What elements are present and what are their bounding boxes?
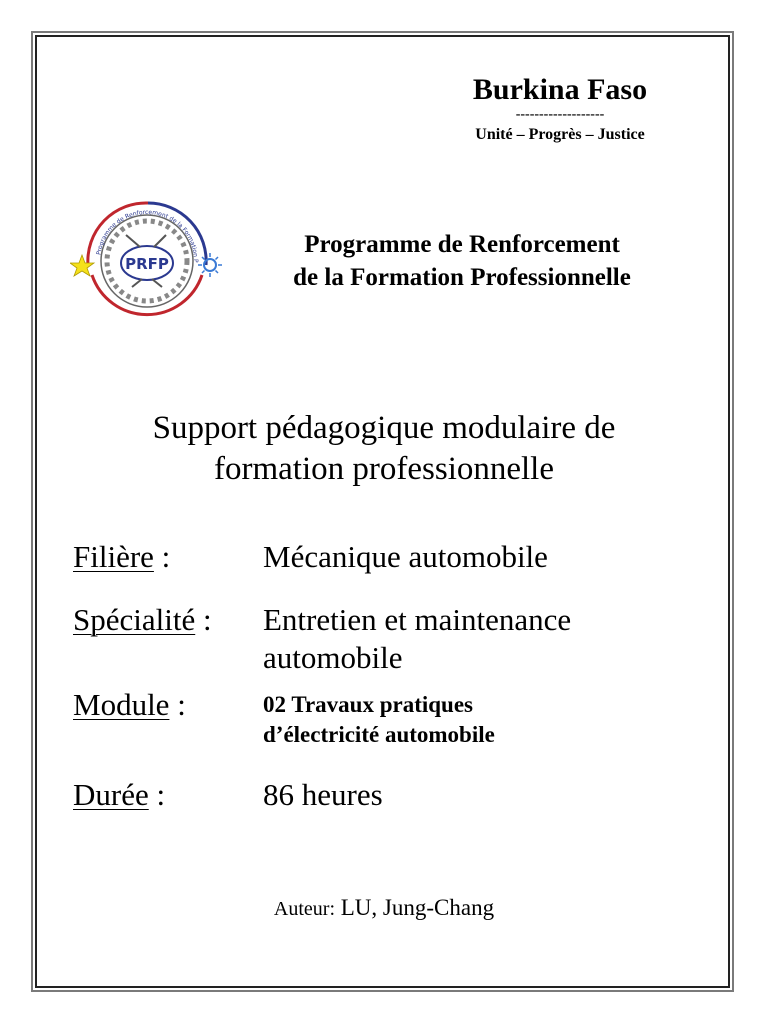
- document-title: [60, 408, 708, 490]
- page-border-inner: [35, 35, 730, 988]
- specialite-value-line2: automobile: [263, 640, 403, 675]
- field-specialite-label: [73, 601, 212, 639]
- module-value-line2: d’électricité automobile: [263, 722, 495, 747]
- program-title: [236, 228, 688, 294]
- duree-label-text: Durée: [73, 777, 149, 812]
- author-label: Auteur:: [273, 898, 335, 920]
- document-title-line2: formation professionnelle: [214, 451, 554, 487]
- field-specialite-value: [263, 601, 713, 677]
- filiere-separator: :: [153, 539, 171, 574]
- field-duree-value: 86 heures: [263, 777, 383, 812]
- program-title-line1: Programme de Renforcement: [304, 231, 620, 258]
- star-icon: [70, 255, 94, 276]
- field-module-label: [73, 686, 186, 724]
- logo-text: PRFP: [125, 255, 169, 273]
- document-title-line1: Support pédagogique modulaire de: [152, 410, 616, 446]
- module-label-text: Module: [73, 687, 170, 722]
- sun-icon: [198, 253, 222, 277]
- field-filiere-value: Mécanique automobile: [263, 539, 548, 574]
- field-duree-label: [73, 776, 165, 814]
- country-name: Burkina Faso: [472, 73, 648, 106]
- specialite-label-text: Spécialité: [73, 602, 196, 637]
- field-module-value: [263, 690, 713, 750]
- specialite-separator: :: [195, 602, 212, 637]
- module-value-line1: 02 Travaux pratiques: [263, 692, 474, 717]
- prfp-logo-graphic: [70, 195, 225, 320]
- author-name: LU, Jung-Chang: [340, 895, 495, 920]
- author-line: [60, 893, 708, 924]
- prfp-logo: [70, 195, 225, 320]
- field-filiere-label: [73, 538, 170, 576]
- header-separator: -------------------: [515, 107, 605, 122]
- logo-ring-text: Programme de Renforcement de la Formation P: [95, 208, 200, 263]
- module-separator: :: [169, 687, 186, 722]
- specialite-value-line1: Entretien et maintenance: [263, 602, 572, 637]
- national-motto: Unité – Progrès – Justice: [475, 126, 645, 143]
- duree-separator: :: [148, 777, 166, 812]
- country-header: [420, 72, 700, 146]
- program-title-line2: de la Formation Professionnelle: [293, 264, 631, 291]
- filiere-label-text: Filière: [73, 539, 154, 574]
